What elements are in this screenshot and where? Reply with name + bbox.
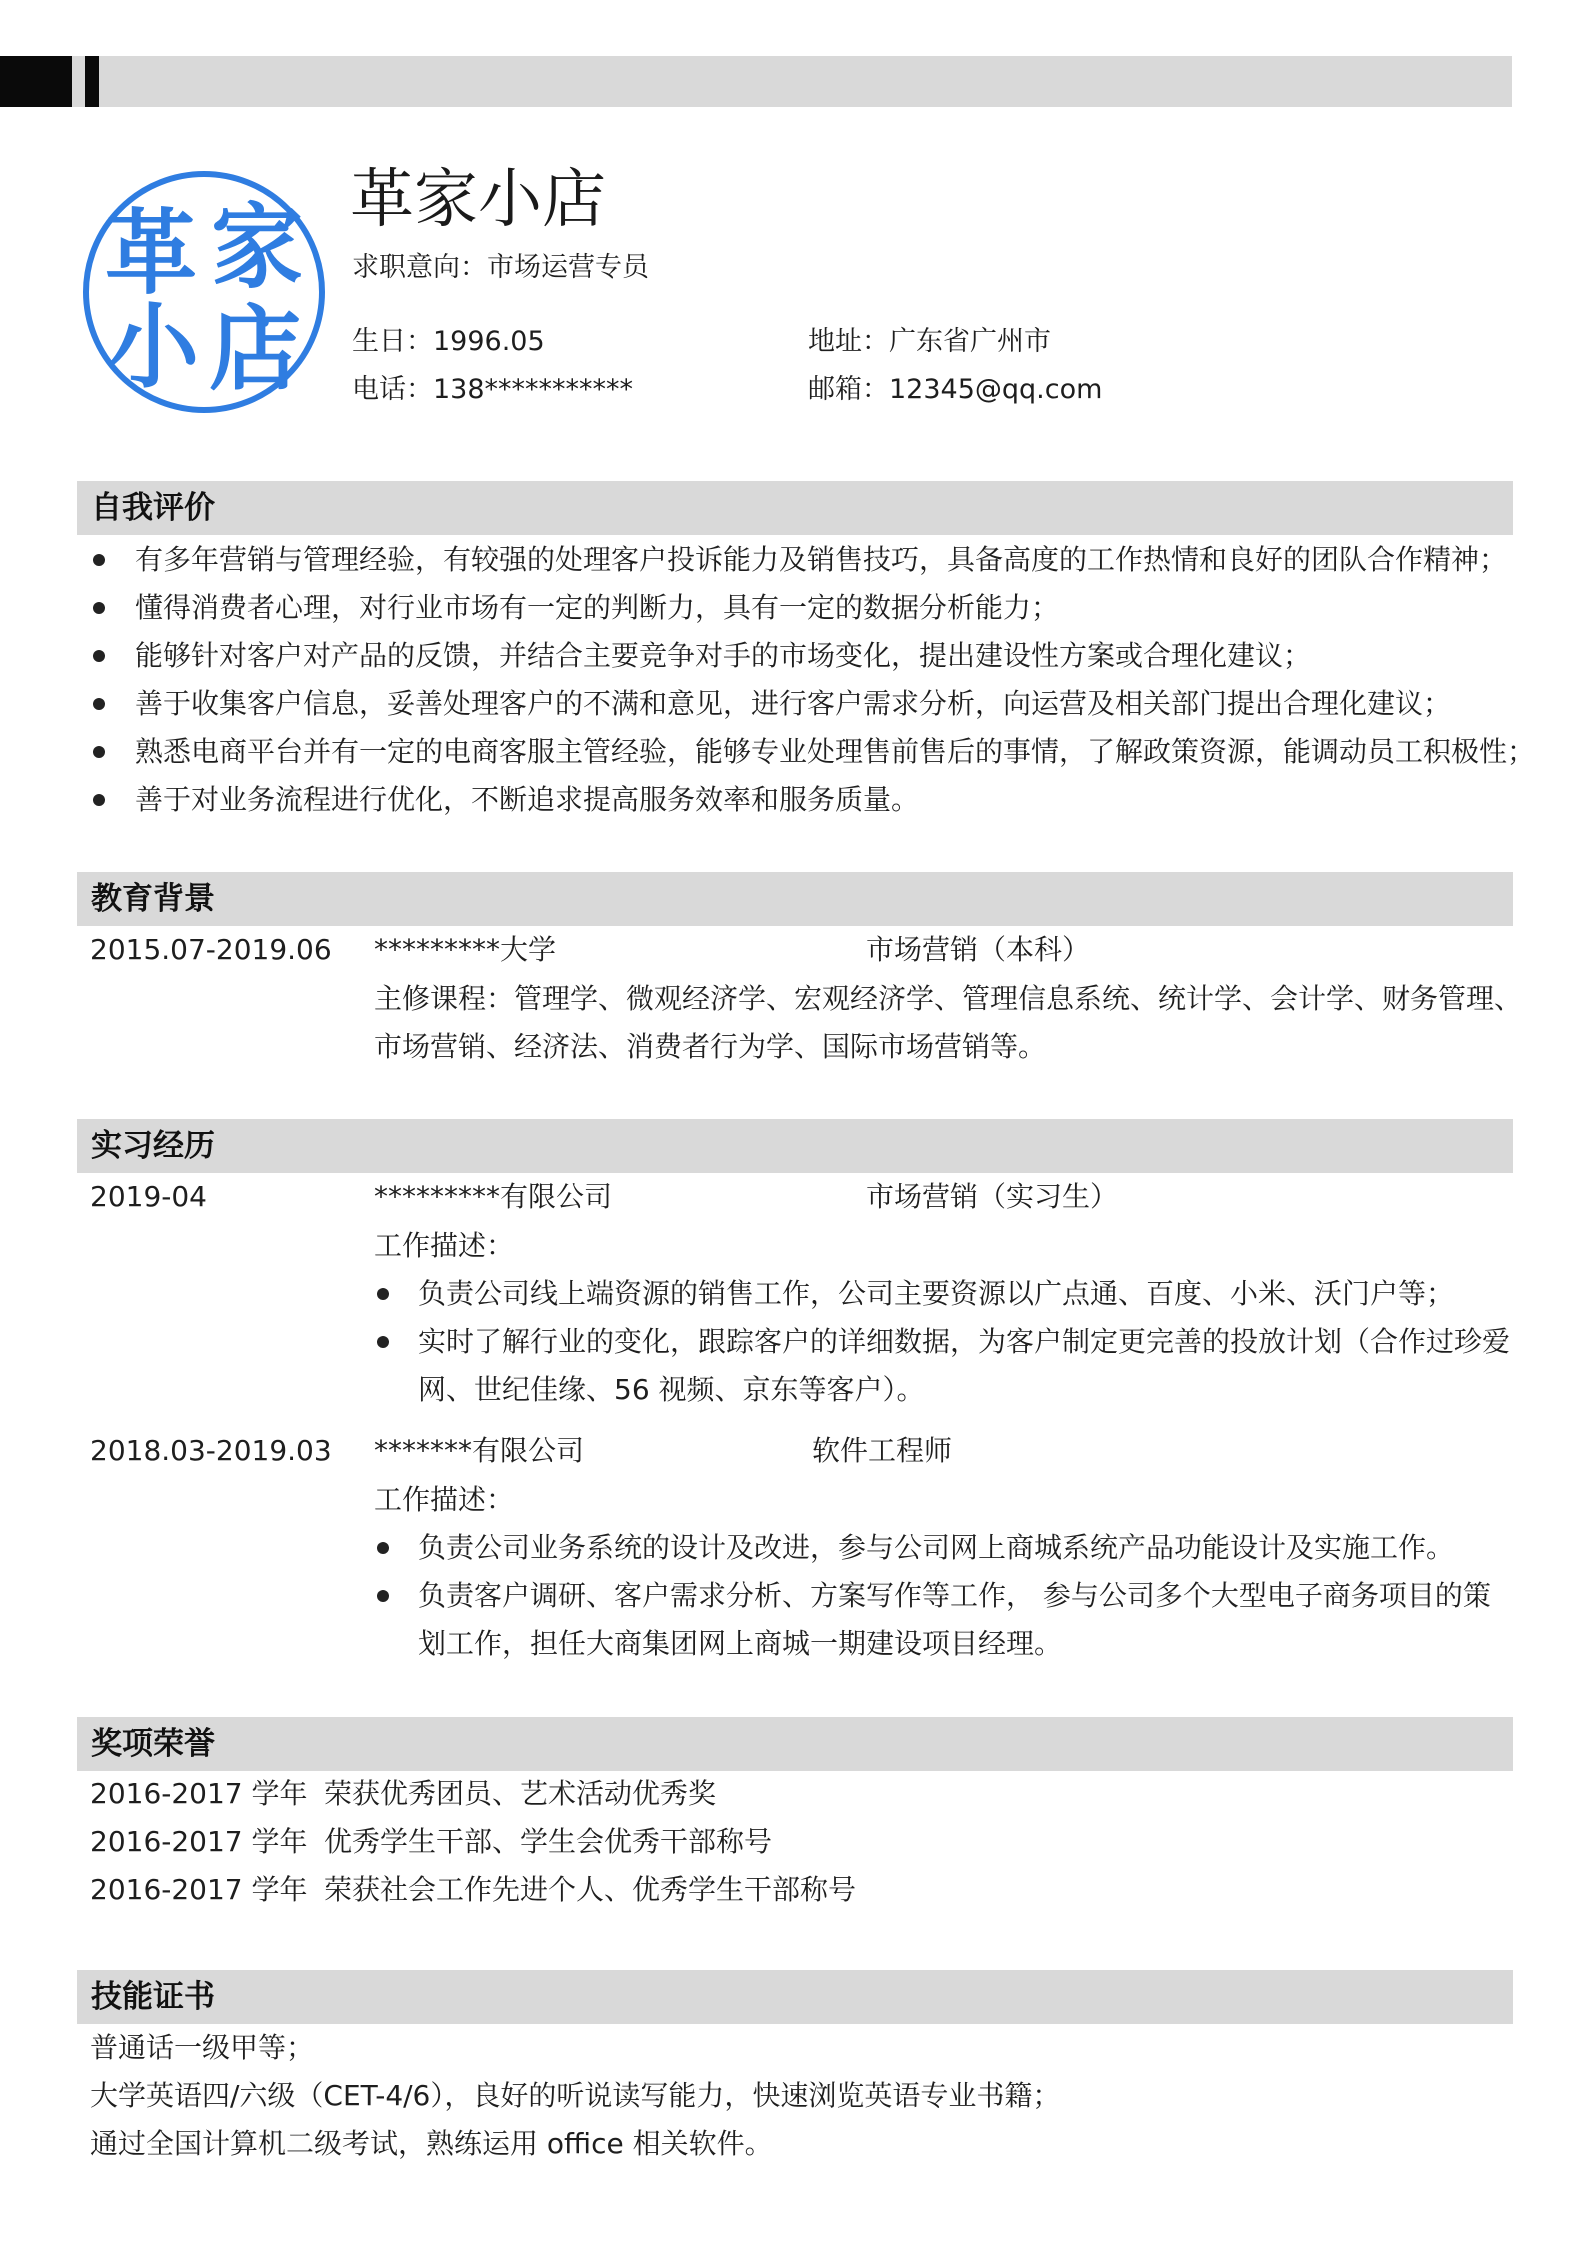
list-item: 负责公司业务系统的设计及改进，参与公司网上商城系统产品功能设计及实施工作。: [418, 1531, 1455, 1564]
edu-courses: 主修课程：管理学、微观经济学、宏观经济学、管理信息系统、统计学、会计学、财务管理、: [374, 982, 1523, 1015]
job-company: *******有限公司: [374, 1434, 585, 1467]
job-intent: 求职意向：市场运营专员: [352, 252, 649, 283]
section-header-skills: [77, 1970, 1513, 2024]
logo-char-2: 家: [210, 194, 304, 301]
section-title: 实习经历: [91, 1128, 215, 1164]
award-text: 荣获优秀团员、艺术活动优秀奖: [324, 1777, 717, 1810]
bullet-icon: [93, 650, 105, 662]
list-item: 实时了解行业的变化，跟踪客户的详细数据，为客户制定更完善的投放计划（合作过珍爱: [418, 1325, 1511, 1358]
bullet-icon: [93, 746, 105, 758]
section-header-awards: [77, 1717, 1513, 1771]
job-company: *********有限公司: [374, 1180, 613, 1213]
bullet-icon: [93, 554, 105, 566]
logo-char-4: 店: [208, 296, 302, 403]
edu-major: 市场营销（本科）: [866, 933, 1091, 966]
phone: 电话：138***********: [352, 374, 634, 405]
skill-item: 通过全国计算机二级考试，熟练运用 office 相关软件。: [90, 2127, 773, 2160]
skill-item: 大学英语四/六级（CET-4/6），良好的听说读写能力，快速浏览英语专业书籍；: [90, 2079, 1061, 2112]
list-item-cont: 划工作，担任大商集团网上商城一期建设项目经理。: [418, 1627, 1063, 1660]
list-item: 有多年营销与管理经验，有较强的处理客户投诉能力及销售技巧，具备高度的工作热情和良好的团队合作精神；: [135, 543, 1508, 576]
top-banner: [0, 56, 1512, 107]
edu-courses-cont: 市场营销、经济法、消费者行为学、国际市场营销等。: [374, 1030, 1047, 1063]
award-text: 荣获社会工作先进个人、优秀学生干部称号: [324, 1873, 857, 1906]
logo-seal: [79, 167, 329, 417]
candidate-name: 革家小店: [350, 163, 606, 237]
birth-date: 生日：1996.05: [352, 326, 545, 357]
logo-char-1: 革: [104, 200, 198, 307]
job-date: 2019-04: [90, 1180, 207, 1213]
address: 地址：广东省广州市: [808, 326, 1051, 357]
award-text: 优秀学生干部、学生会优秀干部称号: [324, 1825, 773, 1858]
bullet-icon: [377, 1590, 389, 1602]
bullet-icon: [377, 1336, 389, 1348]
award-year: 2016-2017 学年: [90, 1873, 308, 1906]
job-desc-label: 工作描述：: [374, 1229, 515, 1262]
list-item-cont: 网、世纪佳缘、56 视频、京东等客户）。: [418, 1373, 925, 1406]
email: 邮箱：12345@qq.com: [808, 374, 1103, 405]
list-item: 负责公司线上端资源的销售工作，公司主要资源以广点通、百度、小米、沃门户等；: [418, 1277, 1455, 1310]
section-header-internship: [77, 1119, 1513, 1173]
job-role: 市场营销（实习生）: [866, 1180, 1119, 1213]
list-item: 负责客户调研、客户需求分析、方案写作等工作， 参与公司多个大型电子商务项目的策: [418, 1579, 1491, 1612]
list-item: 懂得消费者心理，对行业市场有一定的判断力，具有一定的数据分析能力；: [135, 591, 1060, 624]
list-item: 能够针对客户对产品的反馈，并结合主要竞争对手的市场变化，提出建设性方案或合理化建议；: [135, 639, 1312, 672]
section-title: 技能证书: [91, 1979, 215, 2015]
award-year: 2016-2017 学年: [90, 1825, 308, 1858]
job-date: 2018.03-2019.03: [90, 1434, 332, 1467]
edu-date: 2015.07-2019.06: [90, 933, 332, 966]
section-title: 奖项荣誉: [91, 1726, 215, 1762]
bullet-icon: [377, 1288, 389, 1300]
banner-block: [0, 56, 72, 107]
section-header-self-eval: [77, 481, 1513, 535]
bullet-icon: [93, 602, 105, 614]
list-item: 善于收集客户信息，妥善处理客户的不满和意见，进行客户需求分析，向运营及相关部门提出合理化建议；: [135, 687, 1452, 720]
section-title: 自我评价: [91, 490, 215, 526]
bullet-icon: [377, 1542, 389, 1554]
job-role: 软件工程师: [812, 1434, 953, 1467]
section-title: 教育背景: [91, 881, 215, 917]
edu-school: *********大学: [374, 933, 557, 966]
job-desc-label: 工作描述：: [374, 1483, 515, 1516]
bullet-icon: [93, 698, 105, 710]
skill-item: 普通话一级甲等；: [90, 2031, 315, 2064]
bullet-icon: [93, 794, 105, 806]
award-year: 2016-2017 学年: [90, 1777, 308, 1810]
section-header-education: [77, 872, 1513, 926]
list-item: 熟悉电商平台并有一定的电商客服主管经验，能够专业处理售前售后的事情，了解政策资源，能调动员工积极性；: [135, 735, 1536, 768]
banner-stripe: [85, 56, 99, 107]
list-item: 善于对业务流程进行优化，不断追求提高服务效率和服务质量。: [135, 783, 920, 816]
logo-char-3: 小: [106, 294, 200, 401]
